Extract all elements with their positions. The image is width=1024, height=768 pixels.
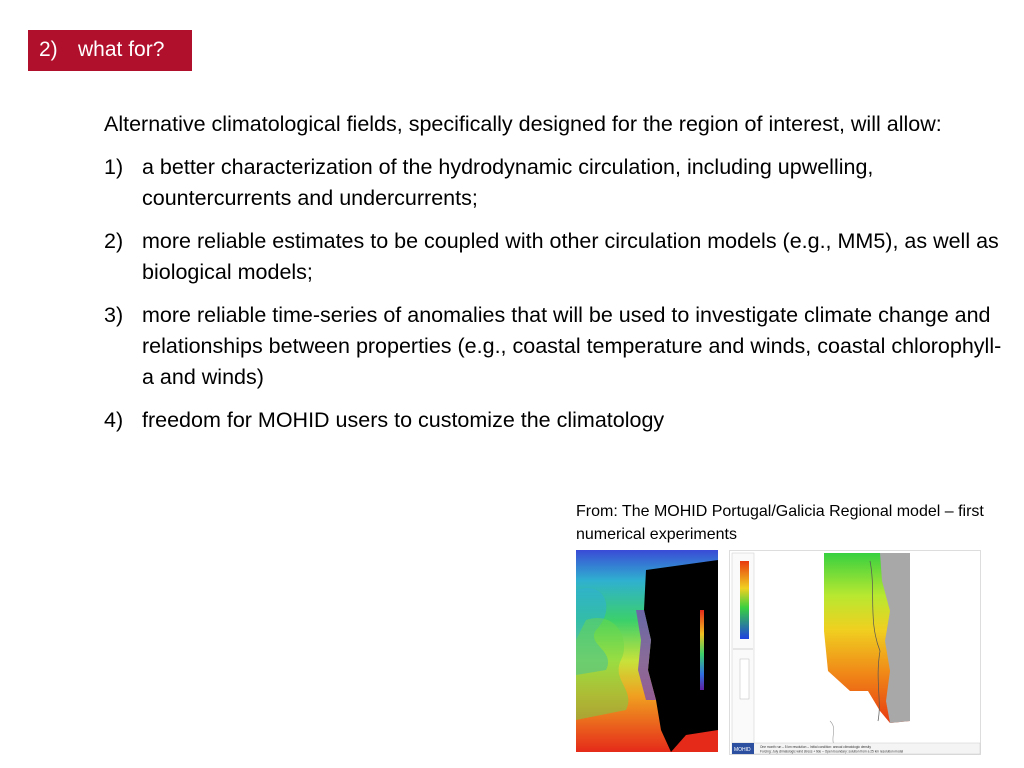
list-item [104,405,1004,436]
list-item [104,300,1004,393]
list-number: 1) [104,155,124,179]
intro-paragraph: Alternative climatological fields, specifically designed for the region of interest, will allow: [104,112,942,136]
figure-caption: From: The MOHID Portugal/Galicia Regional model – first numerical experiments [576,503,984,543]
mohid-logo-text: MOHID [734,747,751,753]
list-text: freedom for MOHID users to customize the climatology [142,408,665,432]
model-output-figure [729,550,981,755]
list-item [104,226,1004,288]
list-item [104,152,1004,214]
slide-title-box [28,30,192,71]
model-output-plot [730,551,982,756]
title-number: 2) [39,38,58,61]
slide-body [104,109,1004,448]
slide-title: what for? [78,38,165,61]
figure-footer-line2: Forcing: July climatologic wind stress + tide – Open boundary: solution from a 25 km resolution model [760,749,904,754]
list-number: 4) [104,408,124,432]
figure-footer-line1: One month run – 5 km resolution – Initial condition: annual climatologic density [760,745,871,749]
list-number: 3) [104,303,124,327]
satellite-sst-image [576,550,718,752]
list-text: a better characterization of the hydrodynamic circulation, including upwelling, countercurrents and undercurrents; [142,155,874,210]
list-text: more reliable time-series of anomalies that will be used to investigate climate change and relationships between properties (e.g., coastal temperature and winds, coastal chlorophyll-a and winds) [142,303,1002,389]
list-number: 2) [104,229,124,253]
list-text: more reliable estimates to be coupled with other circulation models (e.g., MM5), as well as biological models; [142,229,999,284]
